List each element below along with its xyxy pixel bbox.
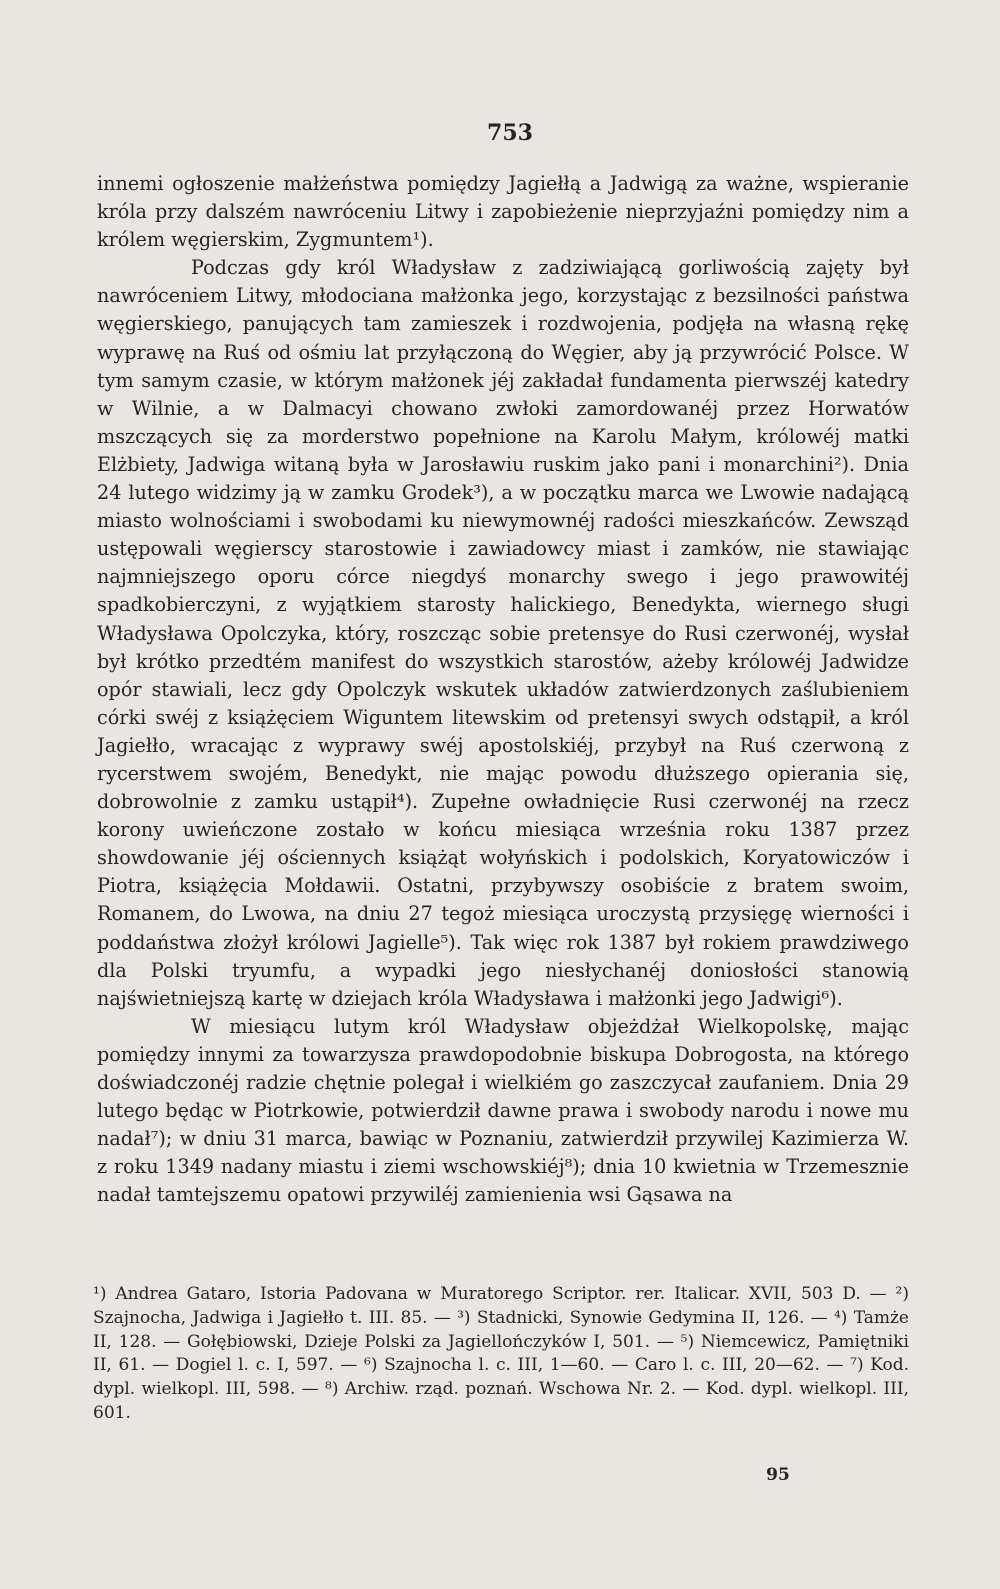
paragraph: W miesiącu lutym król Władysław objeżdżał Wielkopolskę, mając pomiędzy innymi za towarzysza prawdopodobnie biskupa Dobrogosta, na którego doświadczonéj radzie chętnie polegał i wielkiém go zaszczycał zaufaniem. Dnia 29 lutego będąc w Piotrkowie, potwierdził dawne prawa i swobody narodu i nowe mu nadał⁷); w dniu 31 marca, bawiąc w Poznaniu, zatwierdził przywilej Kazimierza W. z roku 1349 nadany miastu i ziemi wschowskiéj⁸); dnia 10 kwietnia w Trzemesznie nadał tamtejszemu opatowi przywiléj zamienienia wsi Gąsawa na xyxy=(97,1014,909,1207)
body-text xyxy=(97,170,909,1209)
paragraph: Podczas gdy król Władysław z zadziwiającą gorliwością zajęty był nawróceniem Litwy, młodociana małżonka jego, korzystając z bezsilności państwa węgierskiego, panujących tam zamieszek i rozdwojenia, podjęła na własną rękę wyprawę na Ruś od ośmiu lat przyłączoną do Węgier, aby ją przywrócić Polsce. W tym samym czasie, w którym małżonek jéj zakładał fundamenta pierwszéj katedry w Wilnie, a w Dalmacyi chowano zwłoki zamordowanéj przez Horwatów mszczących się za morderstwo popełnione na Karolu Małym, królowéj matki Elżbiety, Jadwiga witaną była w Jarosławiu ruskim jako pani i monarchini²). Dnia 24 lutego widzimy ją w zamku Grodek³), a w początku marca we Lwowie nadającą miasto wolnościami i swobodami ku niewymownéj radości mieszkańców. Zewsząd ustępowali węgierscy starostowie i zawiadowcy miast i zamków, nie stawiając najmniejszego oporu córce niegdyś monarchy swego i jego prawowitéj spadkobierczyni, z wyjątkiem starosty halickiego, Benedykta, wiernego sługi Władysława Opolczyka, który, roszcząc sobie pretensye do Rusi czerwonéj, wysłał był krótko przedtém manifest do wszystkich starostów, ażeby królowéj Jadwidze opór stawiali, lecz gdy Opolczyk wskutek układów zatwierdzonych zaślubieniem córki swéj z książęciem Wiguntem litewskim od pretensyi swych odstąpił, a król Jagiełło, wracając z wyprawy swéj apostolskiéj, przybył na Ruś czerwoną z rycerstwem swojém, Benedykt, nie mając powodu dłuższego opierania się, dobrowolnie z zamku ustąpił⁴). Zupełne owładnięcie Rusi czerwonéj na rzecz korony uwieńczone zostało w końcu miesiąca września roku 1387 przez showdowanie jéj ościennych książąt wołyńskich i podolskich, Koryatowiczów i Piotra, książęcia Mołdawii. Ostatni, przybywszy osobiście z bratem swoim, Romanem, do Lwowa, na dniu 27 tegoż miesiąca uroczystą przysięgę wierności i poddaństwa złożył królowi Jagielle⁵). Tak więc rok 1387 był rokiem prawdziwego dla Polski tryumfu, a wypadki jego niesłychanéj doniosłości stanowią najświetniejszą kartę w dziejach króla Władysława i małżonki jego Jadwigi⁶). xyxy=(97,256,909,1010)
footnote-text: ¹) Andrea Gataro, Istoria Padovana w Muratorego Scriptor. rer. Italicar. XVII, 503 D. — ²) Szajnocha, Jadwiga i Jagiełło t. III. 85. — ³) Stadnicki, Synowie Gedymina II, 126. — ⁴) Tamże II, 128. — Gołębiowski, Dzieje Polski za Jagiellończyków I, 501. — ⁵) Niemcewicz, Pamiętniki II, 61. — Dogiel l. c. I, 597. — ⁶) Szajnocha l. c. III, 1—60. — Caro l. c. III, 20—62. — ⁷) Kod. dypl. wielkopl. III, 598. — ⁸) Archiw. rząd. poznań. Wschowa Nr. 2. — Kod. dypl. wielkopl. III, 601. xyxy=(93,1284,909,1423)
footnotes xyxy=(93,1283,909,1426)
signature-mark: 95 xyxy=(766,1465,790,1485)
page-number: 753 xyxy=(487,120,533,146)
paragraph: innemi ogłoszenie małżeństwa pomiędzy Jagiełłą a Jadwigą za ważne, wspieranie króla przy dalszém nawróceniu Litwy i zapobieżenie nieprzyjaźni pomiędzy nim a królem węgierskim, Zygmuntem¹). xyxy=(97,172,909,252)
